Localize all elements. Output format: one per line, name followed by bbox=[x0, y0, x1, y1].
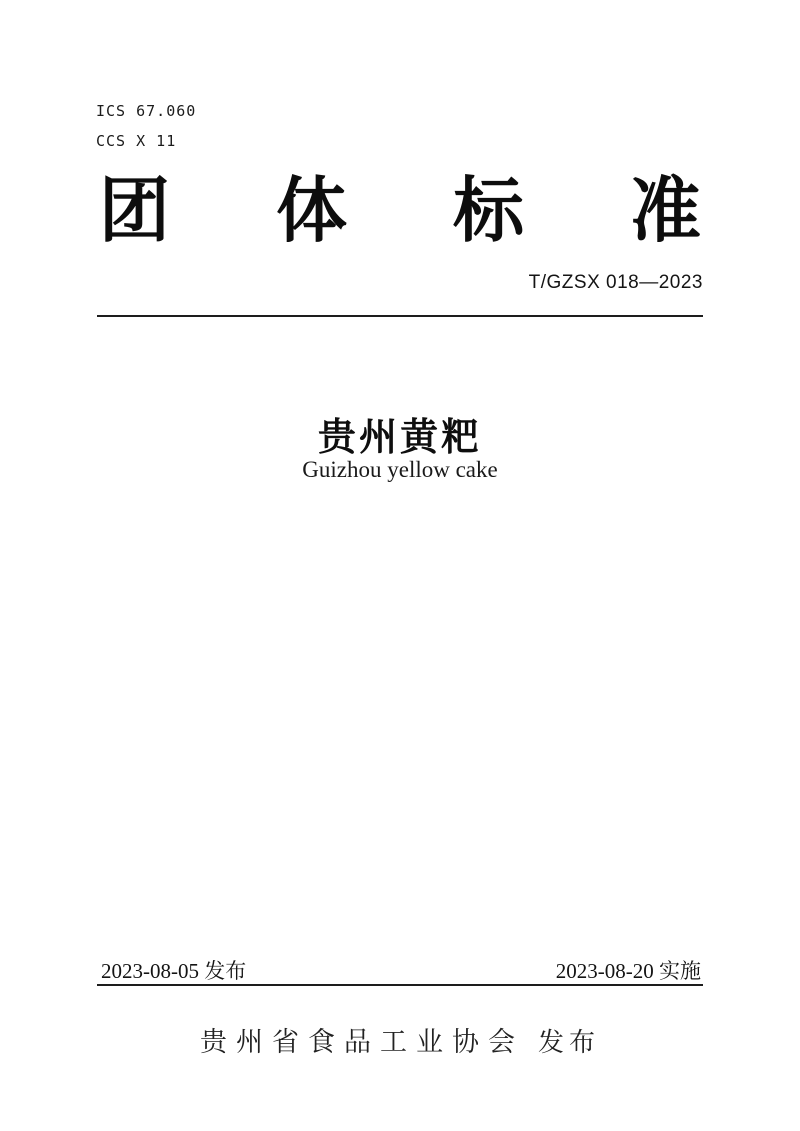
ccs-code: CCS X 11 bbox=[96, 132, 177, 150]
standard-number: T/GZSX 018—2023 bbox=[528, 272, 703, 293]
standard-type-char-2: 体 bbox=[275, 172, 347, 251]
publisher-name: 贵州省食品工业协会 bbox=[199, 1027, 524, 1057]
standard-type-char-3: 标 bbox=[452, 172, 524, 251]
ics-code: ICS 67.060 bbox=[96, 102, 197, 120]
dates-row bbox=[101, 955, 701, 985]
standard-type-title bbox=[99, 172, 701, 251]
bottom-rule-divider bbox=[97, 984, 703, 986]
standard-type-char-4: 准 bbox=[629, 172, 701, 251]
implement-date: 2023-08-20 实施 bbox=[555, 959, 701, 983]
document-title-en: Guizhou yellow cake bbox=[302, 457, 498, 482]
top-rule-divider bbox=[97, 315, 703, 317]
classification-codes bbox=[96, 103, 196, 163]
standard-type-char-1: 团 bbox=[99, 172, 171, 251]
publisher-action: 发布 bbox=[537, 1027, 600, 1057]
issue-date: 2023-08-05 发布 bbox=[101, 959, 247, 983]
document-title-zh: 贵州黄粑 bbox=[317, 417, 482, 459]
publisher-footer bbox=[0, 1020, 800, 1059]
